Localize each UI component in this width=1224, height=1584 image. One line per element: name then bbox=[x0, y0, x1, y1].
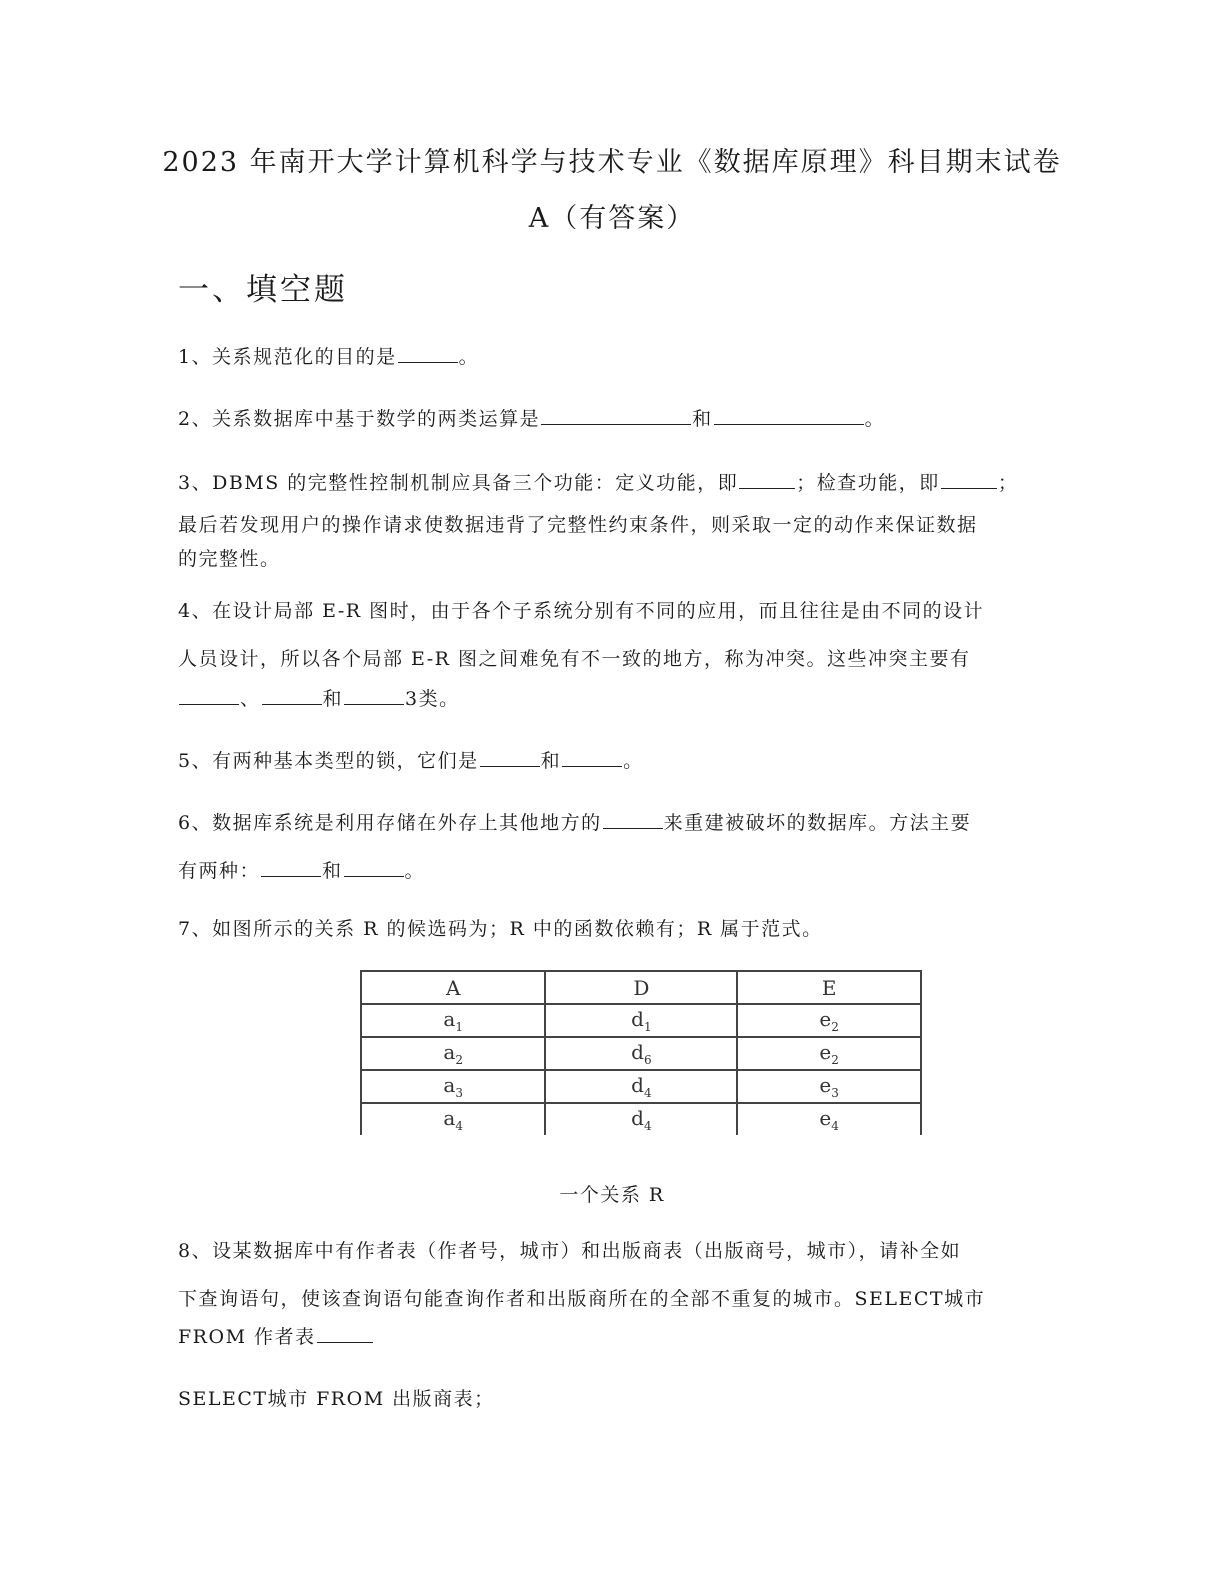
table-cell: $e_2$ bbox=[737, 1037, 921, 1070]
table-cell: $d_6$ bbox=[545, 1037, 737, 1070]
answer-blank bbox=[739, 487, 795, 489]
question-6-line2: 有两种： 和 。 bbox=[178, 860, 426, 882]
table-row bbox=[361, 1070, 921, 1103]
answer-blank bbox=[344, 875, 404, 877]
answer-blank bbox=[562, 765, 622, 767]
answer-blank bbox=[261, 875, 321, 877]
table-row bbox=[361, 1103, 921, 1135]
column-header: D bbox=[545, 971, 737, 1004]
answer-blank bbox=[480, 765, 540, 767]
table-cell: $a_4$ bbox=[361, 1103, 545, 1135]
table-header-row bbox=[361, 971, 921, 1004]
question-3-line2: 最后若发现用户的操作请求使数据违背了完整性约束条件，则采取一定的动作来保证数据 bbox=[178, 514, 978, 536]
relation-r-figure bbox=[360, 970, 922, 1146]
question-6-line1: 6、数据库系统是利用存储在外存上其他地方的 来重建被破坏的数据库。方法主要 bbox=[178, 812, 972, 834]
table-row bbox=[361, 1004, 921, 1037]
exam-title-line2: A（有答案） bbox=[528, 203, 696, 234]
section-heading: 一、填空题 bbox=[178, 272, 348, 308]
table-cell: $a_3$ bbox=[361, 1070, 545, 1103]
question-2: 2、关系数据库中基于数学的两类运算是 和 。 bbox=[178, 408, 886, 430]
answer-blank bbox=[344, 703, 404, 705]
table-cell: $d_4$ bbox=[545, 1070, 737, 1103]
column-header: E bbox=[737, 971, 921, 1004]
answer-blank bbox=[941, 487, 997, 489]
question-3: 3、DBMS 的完整性控制机制应具备三个功能：定义功能，即 ；检查功能，即 ； bbox=[178, 472, 1019, 494]
table-cell: $e_3$ bbox=[737, 1070, 921, 1103]
question-3-line3: 的完整性。 bbox=[178, 548, 281, 570]
question-4-line3: 、 和 3类。 bbox=[178, 684, 460, 711]
answer-blank bbox=[179, 703, 239, 705]
answer-blank bbox=[603, 827, 663, 829]
table-cell: $d_4$ bbox=[545, 1103, 737, 1135]
table-cell: $a_1$ bbox=[361, 1004, 545, 1037]
answer-blank bbox=[714, 423, 864, 425]
answer-blank bbox=[317, 1341, 373, 1343]
question-1: 1、关系规范化的目的是 。 bbox=[178, 346, 480, 368]
answer-blank bbox=[541, 423, 691, 425]
question-8-line3: FROM 作者表 bbox=[178, 1322, 374, 1349]
exam-title-line1: 2023 年南开大学计算机科学与技术专业《数据库原理》科目期末试卷 bbox=[162, 147, 1062, 178]
question-8-line1: 8、设某数据库中有作者表（作者号，城市）和出版商表（出版商号，城市），请补全如 bbox=[178, 1240, 962, 1262]
question-8-line4: SELECT城市 FROM 出版商表； bbox=[178, 1388, 495, 1410]
question-5: 5、有两种基本类型的锁，它们是 和 。 bbox=[178, 750, 644, 772]
table-cell: $a_2$ bbox=[361, 1037, 545, 1070]
table-row bbox=[361, 1037, 921, 1070]
question-4-line2: 人员设计，所以各个局部 E-R 图之间难免有不一致的地方，称为冲突。这些冲突主要有 bbox=[178, 648, 971, 670]
answer-blank bbox=[262, 703, 322, 705]
table-cell: $d_1$ bbox=[545, 1004, 737, 1037]
column-header: A bbox=[361, 971, 545, 1004]
table-cell: $e_4$ bbox=[737, 1103, 921, 1135]
question-4-line1: 4、在设计局部 E-R 图时，由于各个子系统分别有不同的应用，而且往往是由不同的设计 bbox=[178, 600, 985, 622]
figure-caption: 一个关系 R bbox=[559, 1184, 665, 1206]
question-8-line2: 下查询语句，使该查询语句能查询作者和出版商所在的全部不重复的城市。SELECT城市 bbox=[178, 1288, 986, 1310]
answer-blank bbox=[398, 361, 458, 363]
relation-r-table bbox=[360, 970, 922, 1135]
table-cell: $e_2$ bbox=[737, 1004, 921, 1037]
question-7: 7、如图所示的关系 R 的候选码为；R 中的函数依赖有；R 属于范式。 bbox=[178, 918, 823, 940]
